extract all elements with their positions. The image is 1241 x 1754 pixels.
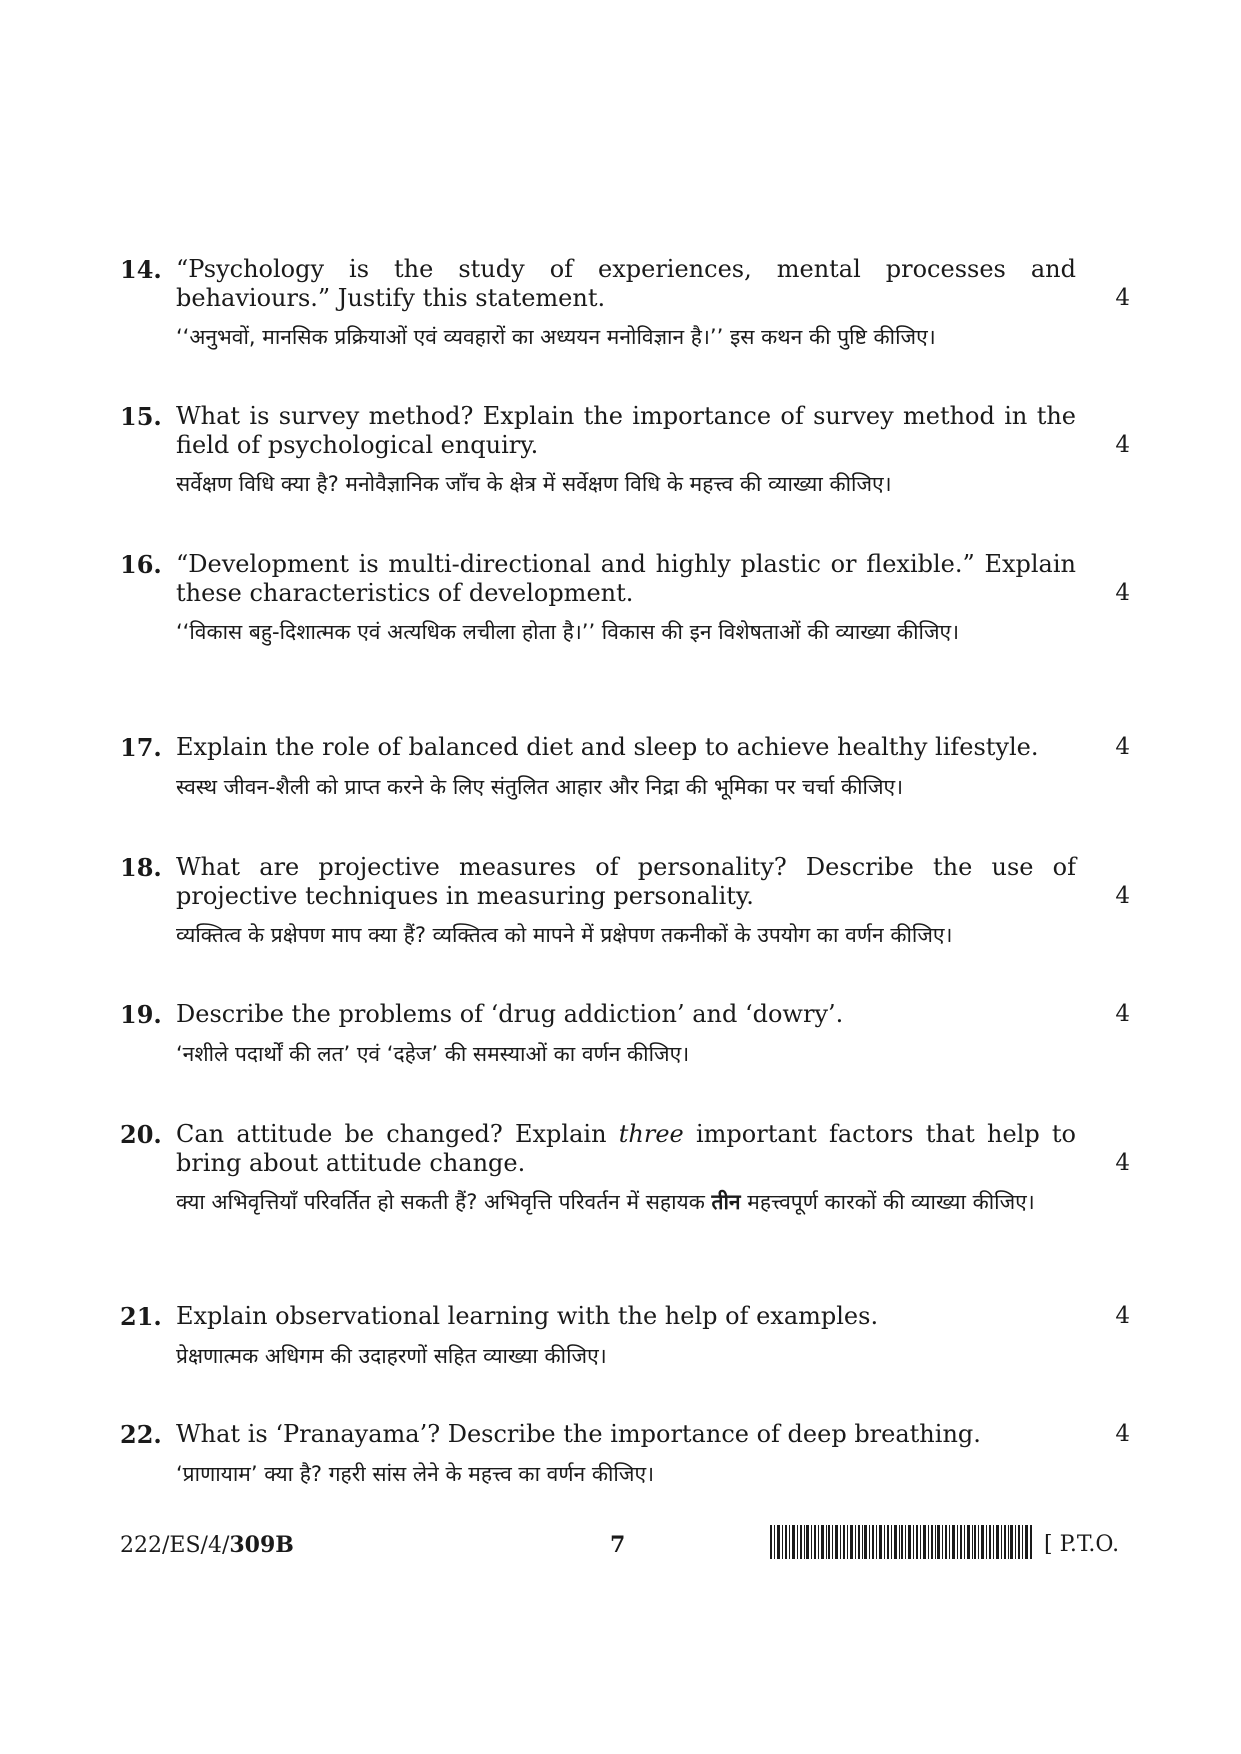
question-marks: 4 [1115, 883, 1130, 909]
question-number: 14. [120, 255, 162, 284]
paper-code-prefix: 222/ES/4/ [120, 1533, 230, 1558]
question-text-hindi: ‘नशीले पदार्थों की लत’ एवं ‘दहेज’ की समस्याओं का वर्णन कीजिए। [176, 1042, 690, 1066]
question-text-english: “Development is multi-directional and highly plastic or flexible.” Explain these characteristics of development. [176, 550, 1076, 607]
question-text-hindi: सर्वेक्षण विधि क्या है? मनोवैज्ञानिक जाँच के क्षेत्र में सर्वेक्षण विधि के महत्त्व की व्याख्या कीजिए। [176, 472, 892, 496]
question-text-part: important factors that help to bring about attitude change. [176, 1120, 1077, 1177]
question-text-hindi [176, 1186, 1081, 1219]
question-text-hindi: प्रेक्षणात्मक अधिगम की उदाहरणों सहित व्याख्या कीजिए। [176, 1344, 607, 1368]
question-text-english: What is survey method? Explain the importance of survey method in the field of psychological enquiry. [176, 402, 1076, 459]
please-turn-over: [ P.T.O. [1044, 1532, 1120, 1557]
question-text-hindi: ‘‘अनुभवों, मानसिक प्रक्रियाओं एवं व्यवहारों का अध्ययन मनोविज्ञान है।’’ इस कथन की पुष्टि कीजिए। [176, 325, 936, 349]
question-marks: 4 [1115, 1421, 1130, 1447]
question-marks: 4 [1115, 1303, 1130, 1329]
question-text-english: “Psychology is the study of experiences, mental processes and behaviours.” Justify this statement. [176, 255, 1076, 312]
question-marks: 4 [1115, 734, 1130, 760]
question-text-hindi: ‘प्राणायाम’ क्या है? गहरी सांस लेने के महत्त्व का वर्णन कीजिए। [176, 1462, 655, 1486]
question-marks: 4 [1115, 285, 1130, 311]
emphasis-text: three [618, 1120, 684, 1148]
emphasis-text: तीन [711, 1190, 741, 1214]
question-text-hindi: व्यक्तित्व के प्रक्षेपण माप क्या हैं? व्यक्तित्व को मापने में प्रक्षेपण तकनीकों के उपयोग का वर्णन कीजिए। [176, 923, 953, 947]
question-number: 16. [120, 550, 162, 579]
question-number: 20. [120, 1120, 162, 1149]
paper-code-series: 309B [229, 1532, 294, 1558]
question-number: 22. [120, 1420, 162, 1449]
question-text-part: Can attitude be changed? Explain [176, 1120, 619, 1148]
question-text-english: What is ‘Pranayama’? Describe the importance of deep breathing. [176, 1420, 981, 1448]
question-text-part: महत्त्वपूर्ण कारकों की व्याख्या कीजिए। [740, 1190, 1035, 1214]
question-text-english: Explain the role of balanced diet and sleep to achieve healthy lifestyle. [176, 733, 1039, 761]
question-text-hindi: स्वस्थ जीवन-शैली को प्राप्त करने के लिए संतुलित आहार और निद्रा की भूमिका पर चर्चा कीजिए। [176, 775, 904, 799]
question-text-english: Describe the problems of ‘drug addiction’ and ‘dowry’. [176, 1000, 844, 1028]
question-marks: 4 [1115, 1150, 1130, 1176]
question-text-english: What are projective measures of personality? Describe the use of projective techniques in measuring personality. [176, 853, 1076, 910]
question-marks: 4 [1115, 432, 1130, 458]
question-marks: 4 [1115, 1001, 1130, 1027]
page-number: 7 [610, 1532, 626, 1558]
question-number: 19. [120, 1000, 162, 1029]
question-marks: 4 [1115, 580, 1130, 606]
question-text-hindi: ‘‘विकास बहु-दिशात्मक एवं अत्यधिक लचीला होता है।’’ विकास की इन विशेषताओं की व्याख्या कीजिए। [176, 620, 960, 644]
question-text-english [176, 1120, 1076, 1178]
question-text-part: क्या अभिवृत्तियाँ परिवर्तित हो सकती हैं? अभिवृत्ति परिवर्तन में सहायक [176, 1190, 712, 1214]
question-number: 17. [120, 733, 162, 762]
question-number: 21. [120, 1302, 162, 1331]
question-text-english: Explain observational learning with the help of examples. [176, 1302, 879, 1330]
barcode-image [770, 1525, 1032, 1559]
paper-code [120, 1532, 294, 1558]
question-number: 18. [120, 853, 162, 882]
question-number: 15. [120, 402, 162, 431]
